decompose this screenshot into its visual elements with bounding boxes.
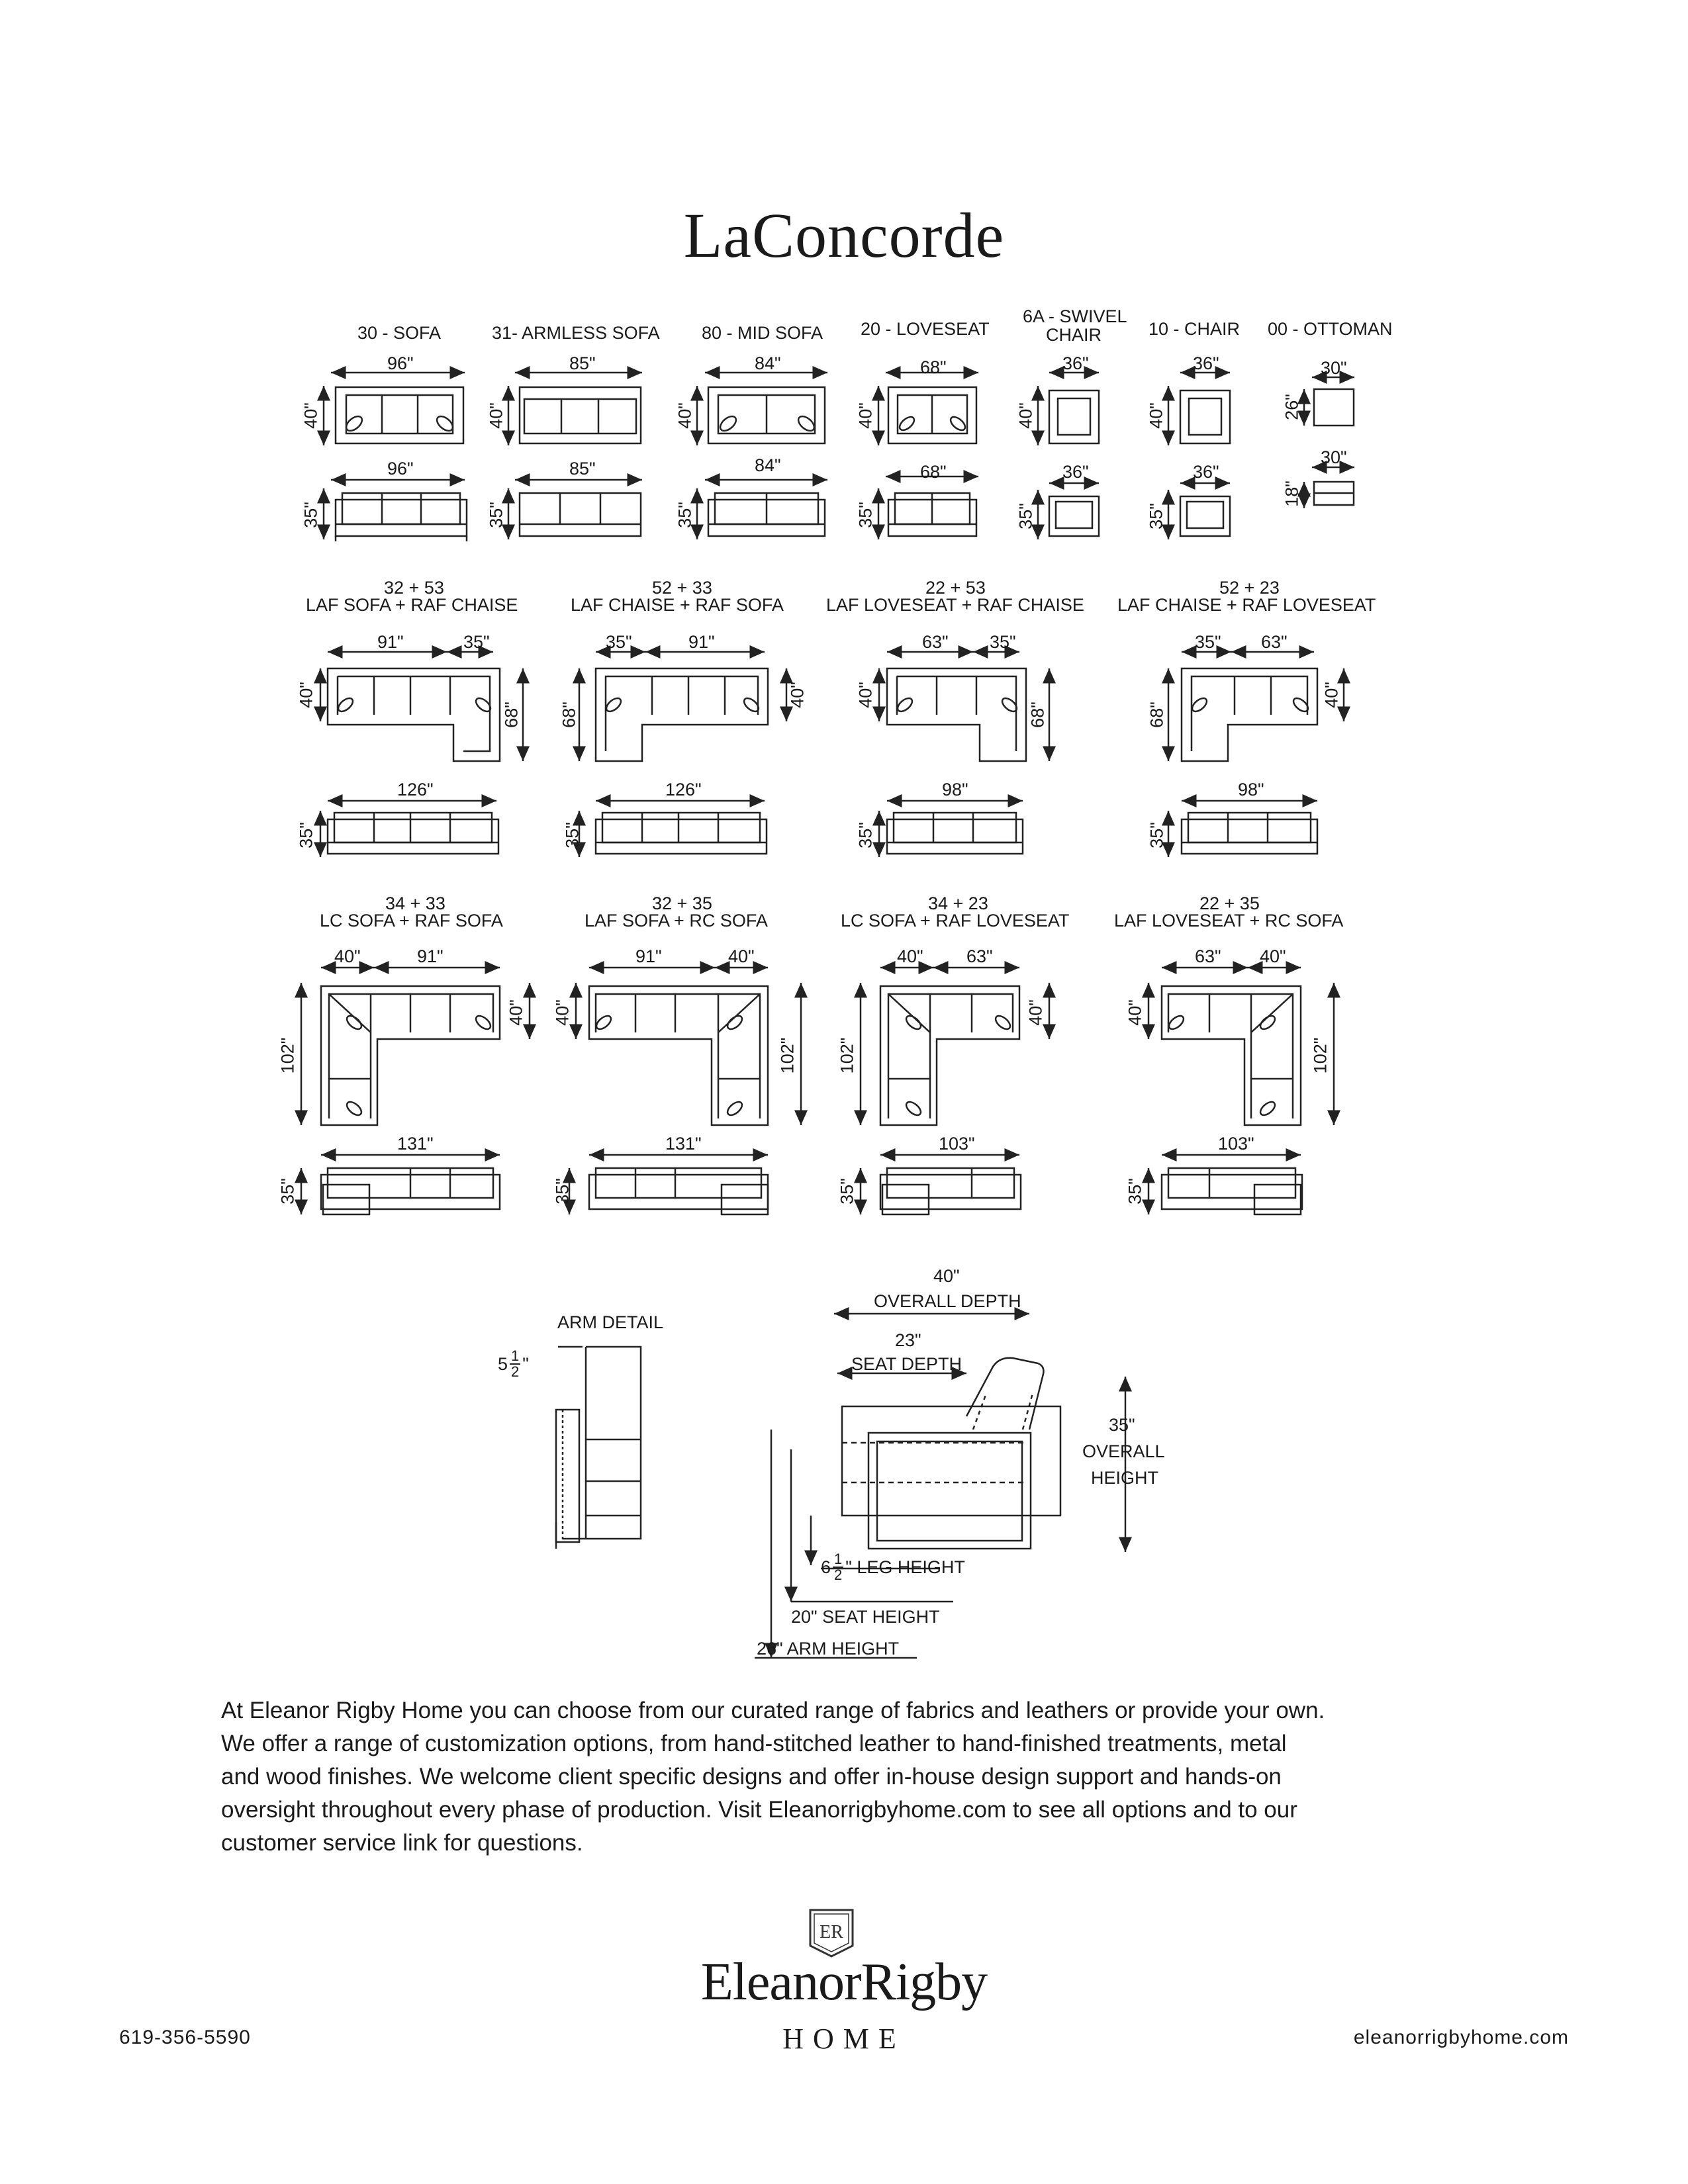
sofa-30-front-view — [324, 480, 467, 541]
chair-10-width-front: 36" — [1193, 462, 1219, 482]
sectional-52-23-front-view — [1168, 801, 1317, 857]
overall-height-label-line1: OVERALL — [1082, 1441, 1165, 1461]
loveseat-20-depth: 40" — [855, 402, 876, 429]
sectional-52-23-w2: 63" — [1261, 632, 1288, 652]
sofa-80-height: 35" — [675, 502, 695, 528]
sectional-52-33-w1: 35" — [606, 632, 632, 652]
description-paragraph — [221, 1694, 1479, 1860]
sectional-34-23-overall: 103" — [939, 1134, 975, 1154]
leg-height-numerator: 1 — [834, 1551, 843, 1567]
sectional-32-53-code: 32 + 53 — [384, 578, 444, 598]
sectional-34-33-overall: 131" — [397, 1134, 434, 1154]
sectional-22-53-height: 35" — [855, 822, 876, 848]
sofa-31-front-view — [508, 480, 642, 539]
leg-height-text: " LEG HEIGHT — [845, 1557, 965, 1577]
sectional-32-53-chaise: 68" — [501, 702, 522, 728]
sectional-22-35-label: LAF LOVESEAT + RC SOFA — [1114, 911, 1344, 931]
sofa-31-depth: 40" — [486, 402, 506, 429]
seat-depth-value: 23" — [895, 1330, 921, 1350]
sofa-80-label: 80 - MID SOFA — [702, 323, 823, 343]
paragraph-line: At Eleanor Rigby Home you can choose from our curated range of fabrics and leathers or provide your own. — [221, 1698, 1325, 1723]
sectional-52-33-depth: 40" — [787, 682, 808, 708]
sectional-34-23-height: 35" — [837, 1178, 857, 1205]
sectional-32-35-front-view — [569, 1155, 768, 1214]
swivel-chair-6a-front-view — [1038, 483, 1099, 539]
sectional-34-23-w2: 63" — [966, 946, 993, 966]
sectional-22-53-chaise: 68" — [1027, 702, 1048, 728]
sectional-22-35-w2: 40" — [1260, 946, 1286, 966]
sofa-31-label: 31- ARMLESS SOFA — [492, 323, 660, 343]
sectional-22-53-label: LAF LOVESEAT + RAF CHAISE — [826, 595, 1084, 615]
ottoman-00-label: 00 - OTTOMAN — [1268, 319, 1393, 339]
sofa-30-width: 96" — [387, 353, 414, 373]
sectional-34-33-top-view — [301, 968, 530, 1125]
sectional-32-35-w2: 40" — [728, 946, 755, 966]
arm-width-numerator: 1 — [511, 1347, 520, 1364]
paragraph-line: customer service link for questions. — [221, 1830, 583, 1856]
swivel-chair-6a-label-line1: 6A - SWIVEL — [1023, 306, 1127, 326]
sectional-52-33-chaise: 68" — [559, 702, 579, 728]
sectional-52-23-height: 35" — [1147, 822, 1167, 848]
sofa-30-height: 35" — [301, 502, 321, 528]
chair-10-depth: 40" — [1146, 402, 1166, 429]
sofa-31-top-view — [508, 373, 642, 445]
sectional-34-33-side: 102" — [277, 1037, 298, 1074]
sectional-52-33-top-view — [579, 652, 786, 761]
sectional-22-53-w1: 63" — [922, 632, 949, 652]
chair-10-top-view — [1168, 373, 1230, 445]
arm-width-label — [498, 1349, 529, 1379]
swivel-chair-6a-depth: 40" — [1015, 402, 1036, 429]
ottoman-00-width-front: 30" — [1321, 447, 1347, 467]
swivel-chair-6a-label-line2: CHAIR — [1046, 325, 1102, 345]
ottoman-00-top-view — [1304, 377, 1354, 426]
sectional-32-53-front-view — [320, 801, 498, 857]
sectional-52-33-front-view — [579, 801, 767, 857]
sectional-52-33-label: LAF CHAISE + RAF SOFA — [571, 595, 784, 615]
sectional-22-53-top-view — [879, 652, 1049, 761]
arm-width-whole: 5 — [498, 1353, 508, 1374]
sectional-22-35-w1: 63" — [1195, 946, 1221, 966]
sofa-80-width: 84" — [755, 353, 781, 373]
sofa-30-top-view — [324, 373, 465, 445]
sectional-32-53-label: LAF SOFA + RAF CHAISE — [306, 595, 518, 615]
leg-height-fraction — [833, 1552, 843, 1582]
sectional-22-35-overall: 103" — [1218, 1134, 1254, 1154]
sectional-34-23-side: 102" — [837, 1037, 857, 1074]
sectional-52-33-code: 52 + 33 — [652, 578, 712, 598]
ottoman-00-front-view — [1304, 467, 1354, 508]
sectional-52-33-overall: 126" — [665, 780, 702, 799]
sectional-22-35-side: 102" — [1310, 1037, 1331, 1074]
sectional-34-33-depth: 40" — [506, 999, 526, 1026]
sectional-32-35-top-view — [576, 968, 801, 1125]
leg-height-label — [821, 1552, 965, 1582]
sectional-32-53-w1: 91" — [377, 632, 404, 652]
sectional-52-23-top-view — [1168, 652, 1344, 761]
sectional-52-23-chaise: 68" — [1147, 702, 1167, 728]
sectional-22-53-front-view — [879, 801, 1023, 857]
loveseat-20-width-front: 68" — [920, 462, 947, 482]
overall-height-value: 35" — [1109, 1415, 1135, 1435]
overall-height-label-line2: HEIGHT — [1091, 1468, 1159, 1488]
sofa-80-front-view — [697, 480, 827, 539]
sofa-31-width-front: 85" — [569, 459, 596, 478]
sectional-22-35-code: 22 + 35 — [1199, 893, 1260, 913]
sectional-32-53-overall: 126" — [397, 780, 434, 799]
logo-monogram: ER — [820, 1922, 843, 1942]
sectional-52-23-w1: 35" — [1195, 632, 1221, 652]
sofa-80-depth: 40" — [675, 402, 695, 429]
brand-subtitle: HOME — [782, 2023, 906, 2055]
sectional-22-53-depth: 40" — [855, 682, 876, 708]
chair-10-label: 10 - CHAIR — [1149, 319, 1241, 339]
logo-shield-icon — [808, 1907, 855, 1959]
sectional-34-23-w1: 40" — [897, 946, 923, 966]
sectional-34-23-code: 34 + 23 — [928, 893, 988, 913]
website-link[interactable]: eleanorrigbyhome.com — [1353, 2026, 1569, 2048]
leg-height-denominator: 2 — [834, 1567, 843, 1583]
swivel-chair-6a-top-view — [1038, 373, 1099, 445]
sofa-30-label: 30 - SOFA — [357, 323, 442, 343]
sectional-34-33-label: LC SOFA + RAF SOFA — [320, 911, 503, 931]
sectional-32-35-w1: 91" — [635, 946, 662, 966]
arm-detail-drawing — [556, 1347, 641, 1549]
sectional-22-53-w2: 35" — [990, 632, 1016, 652]
sectional-52-23-overall: 98" — [1238, 780, 1264, 799]
sectional-32-35-depth: 40" — [552, 999, 573, 1026]
sectional-34-33-front-view — [301, 1155, 500, 1214]
sectional-32-35-side: 102" — [777, 1037, 798, 1074]
sectional-34-23-front-view — [861, 1155, 1021, 1214]
sectional-34-33-code: 34 + 33 — [385, 893, 445, 913]
sectional-22-35-height: 35" — [1125, 1178, 1145, 1205]
chair-10-width: 36" — [1193, 353, 1219, 373]
sofa-31-height: 35" — [486, 502, 506, 528]
seat-height-label: 20" SEAT HEIGHT — [791, 1607, 940, 1627]
sectional-52-33-w2: 91" — [688, 632, 715, 652]
sectional-52-23-code: 52 + 23 — [1219, 578, 1280, 598]
leg-height-whole: 6 — [821, 1557, 831, 1577]
paragraph-line: We offer a range of customization options, from hand-stitched leather to hand-finished treatments, metal — [221, 1731, 1287, 1756]
sectional-52-23-label: LAF CHAISE + RAF LOVESEAT — [1117, 595, 1376, 615]
loveseat-20-width: 68" — [920, 357, 947, 377]
sectional-22-35-front-view — [1149, 1155, 1302, 1214]
sectional-34-33-height: 35" — [277, 1178, 298, 1205]
page-title: LaConcorde — [683, 200, 1005, 271]
sectional-32-53-height: 35" — [296, 822, 316, 848]
loveseat-20-label: 20 - LOVESEAT — [861, 319, 990, 339]
sectional-34-23-label: LC SOFA + RAF LOVESEAT — [841, 911, 1070, 931]
paragraph-line: and wood finishes. We welcome client specific designs and offer in-house design support and hands-on — [221, 1764, 1282, 1790]
chair-10-front-view — [1168, 483, 1230, 539]
sectional-52-33-height: 35" — [562, 822, 583, 848]
loveseat-20-top-view — [878, 373, 978, 445]
sectional-52-23-depth: 40" — [1321, 682, 1342, 708]
sofa-30-width-front: 96" — [387, 459, 414, 478]
phone-number[interactable]: 619-356-5590 — [119, 2026, 251, 2048]
arm-width-fraction — [510, 1349, 520, 1379]
ottoman-00-height: 18" — [1282, 480, 1302, 507]
swivel-chair-6a-width-front: 36" — [1062, 462, 1089, 482]
sofa-80-top-view — [697, 373, 827, 445]
sectional-22-35-depth: 40" — [1125, 999, 1145, 1026]
sectional-22-53-code: 22 + 53 — [925, 578, 986, 598]
loveseat-20-front-view — [878, 477, 978, 539]
sectional-32-35-code: 32 + 35 — [652, 893, 712, 913]
swivel-chair-6a-height: 35" — [1015, 503, 1036, 529]
ottoman-00-depth: 26" — [1282, 394, 1302, 420]
sectional-34-33-w1: 40" — [334, 946, 361, 966]
arm-detail-label: ARM DETAIL — [557, 1312, 664, 1332]
paragraph-line: oversight throughout every phase of production. Visit Eleanorrigbyhome.com to see all options and to our — [221, 1797, 1297, 1823]
sectional-34-33-w2: 91" — [417, 946, 444, 966]
sectional-32-53-depth: 40" — [296, 682, 316, 708]
sofa-30-depth: 40" — [301, 402, 321, 429]
sectional-32-35-height: 35" — [552, 1178, 573, 1205]
swivel-chair-6a-width: 36" — [1062, 353, 1089, 373]
sectional-34-23-depth: 40" — [1025, 999, 1046, 1026]
sofa-31-width: 85" — [569, 353, 596, 373]
seat-depth-label: SEAT DEPTH — [851, 1354, 962, 1374]
sectional-32-53-w2: 35" — [463, 632, 490, 652]
sectional-32-35-overall: 131" — [665, 1134, 702, 1154]
arm-width-unit: " — [522, 1353, 529, 1374]
ottoman-00-width: 30" — [1321, 358, 1347, 378]
sectional-32-35-label: LAF SOFA + RC SOFA — [585, 911, 768, 931]
sectional-22-35-top-view — [1149, 968, 1334, 1125]
sectional-32-53-top-view — [320, 652, 523, 761]
arm-height-label: 26" ARM HEIGHT — [757, 1639, 900, 1659]
sofa-80-width-front: 84" — [755, 455, 781, 475]
overall-depth-value: 40" — [933, 1266, 960, 1286]
sectional-22-53-overall: 98" — [942, 780, 968, 799]
loveseat-20-height: 35" — [855, 502, 876, 528]
sectional-34-23-top-view — [861, 968, 1049, 1125]
brand-name: EleanorRigby — [700, 1953, 988, 2011]
chair-10-height: 35" — [1146, 503, 1166, 529]
arm-width-denominator: 2 — [511, 1363, 520, 1380]
overall-depth-label: OVERALL DEPTH — [874, 1291, 1021, 1311]
